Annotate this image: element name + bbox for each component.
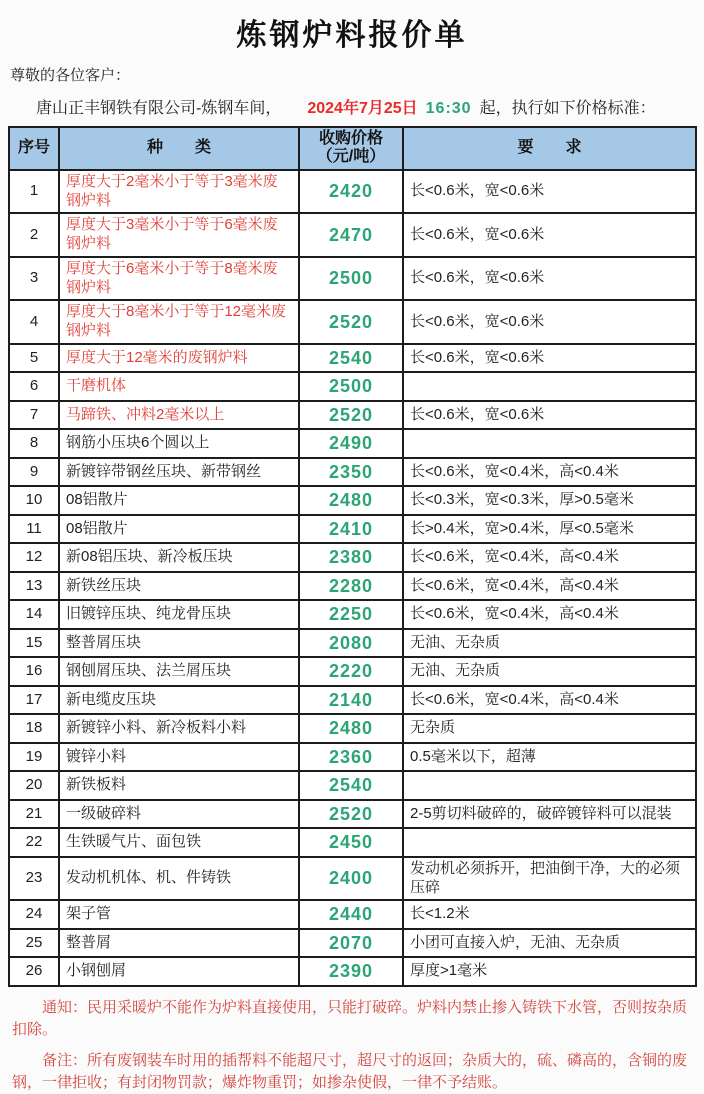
category-name: 新铁板料 [59, 771, 299, 800]
row-serial: 5 [9, 344, 59, 373]
category-name: 新镀锌小料、新冷板料小料 [59, 714, 299, 743]
requirement: 长<0.6米，宽<0.4米，高<0.4米 [403, 572, 696, 601]
intro-date: 2024年7月25日 [307, 100, 418, 117]
price-value: 2220 [299, 657, 403, 686]
table-row [9, 458, 696, 487]
intro-company: 唐山正丰钢铁有限公司-炼钢车间， [36, 100, 282, 117]
row-serial: 10 [9, 486, 59, 515]
category-name: 新08铝压块、新冷板压块 [59, 543, 299, 572]
table-row [9, 515, 696, 544]
row-serial: 17 [9, 686, 59, 715]
price-value: 2500 [299, 372, 403, 401]
intro-time: 16:30 [425, 100, 472, 117]
table-row [9, 300, 696, 344]
requirement: 长>0.4米，宽>0.4米，厚<0.5毫米 [403, 515, 696, 544]
table-row [9, 828, 696, 857]
requirement: 长<0.6米，宽<0.6米 [403, 170, 696, 214]
price-value: 2350 [299, 458, 403, 487]
price-table [8, 126, 697, 987]
price-value: 2490 [299, 429, 403, 458]
row-serial: 4 [9, 300, 59, 344]
row-serial: 13 [9, 572, 59, 601]
table-row [9, 401, 696, 430]
table-row [9, 800, 696, 829]
requirement: 无杂质 [403, 714, 696, 743]
price-value: 2070 [299, 929, 403, 958]
row-serial: 11 [9, 515, 59, 544]
row-serial: 15 [9, 629, 59, 658]
category-name: 镀锌小料 [59, 743, 299, 772]
price-value: 2360 [299, 743, 403, 772]
price-value: 2250 [299, 600, 403, 629]
table-row [9, 600, 696, 629]
table-row [9, 929, 696, 958]
table-row [9, 686, 696, 715]
row-serial: 16 [9, 657, 59, 686]
row-serial: 18 [9, 714, 59, 743]
price-value: 2450 [299, 828, 403, 857]
category-name: 新电缆皮压块 [59, 686, 299, 715]
notice-text: 通知：民用采暖炉不能作为炉料直接使用，只能打破碎。炉料内禁止掺入铸铁下水管，否则按杂质扣除。 [12, 998, 688, 1038]
row-serial: 1 [9, 170, 59, 214]
requirement [403, 372, 696, 401]
price-value: 2500 [299, 257, 403, 301]
requirement: 长<0.3米，宽<0.3米，厚>0.5毫米 [403, 486, 696, 515]
requirement [403, 429, 696, 458]
table-row [9, 857, 696, 901]
category-name: 旧镀锌压块、纯龙骨压块 [59, 600, 299, 629]
category-name: 厚度大于3毫米小于等于6毫米废钢炉料 [59, 213, 299, 257]
table-row [9, 957, 696, 986]
header-requirement: 要 求 [403, 127, 696, 170]
requirement: 无油、无杂质 [403, 629, 696, 658]
price-value: 2280 [299, 572, 403, 601]
category-name: 生铁暖气片、面包铁 [59, 828, 299, 857]
category-name: 新镀锌带钢丝压块、新带钢丝 [59, 458, 299, 487]
header-price-line2: （元/吨） [316, 148, 386, 166]
header-price-line1: 收购价格 [318, 130, 383, 147]
category-name: 干磨机体 [59, 372, 299, 401]
requirement: 发动机必须拆开，把油倒干净，大的必须压碎 [403, 857, 696, 901]
category-name: 小钢刨屑 [59, 957, 299, 986]
requirement: 长<0.6米，宽<0.6米 [403, 257, 696, 301]
requirement: 0.5毫米以下，超薄 [403, 743, 696, 772]
price-value: 2520 [299, 401, 403, 430]
row-serial: 26 [9, 957, 59, 986]
price-value: 2480 [299, 486, 403, 515]
price-value: 2520 [299, 300, 403, 344]
price-value: 2080 [299, 629, 403, 658]
category-name: 厚度大于6毫米小于等于8毫米废钢炉料 [59, 257, 299, 301]
table-row [9, 372, 696, 401]
price-table-body [9, 170, 696, 986]
row-serial: 8 [9, 429, 59, 458]
row-serial: 19 [9, 743, 59, 772]
row-serial: 6 [9, 372, 59, 401]
price-value: 2380 [299, 543, 403, 572]
category-name: 08铝散片 [59, 515, 299, 544]
requirement [403, 828, 696, 857]
header-serial: 序号 [9, 127, 59, 170]
price-value: 2390 [299, 957, 403, 986]
greeting-line: 尊敬的各位客户： [10, 67, 131, 84]
category-name: 架子管 [59, 900, 299, 929]
table-row [9, 170, 696, 214]
table-row [9, 344, 696, 373]
table-header-row [9, 127, 696, 170]
price-value: 2440 [299, 900, 403, 929]
category-name: 08铝散片 [59, 486, 299, 515]
requirement: 长<0.6米，宽<0.4米，高<0.4米 [403, 600, 696, 629]
category-name: 钢筋小压块6个圆以上 [59, 429, 299, 458]
requirement: 长<0.6米，宽<0.4米，高<0.4米 [403, 686, 696, 715]
category-name: 整普屑 [59, 929, 299, 958]
header-category: 种 类 [59, 127, 299, 170]
requirement [403, 771, 696, 800]
requirement: 小团可直接入炉，无油、无杂质 [403, 929, 696, 958]
row-serial: 22 [9, 828, 59, 857]
price-value: 2410 [299, 515, 403, 544]
requirement: 长<0.6米，宽<0.4米，高<0.4米 [403, 543, 696, 572]
category-name: 新铁丝压块 [59, 572, 299, 601]
remark-text: 备注：所有废钢装车时用的插帮料不能超尺寸，超尺寸的返回；杂质大的，硫、磷高的，含铜的废钢，一律拒收；有封闭物罚款；爆炸物重罚；如掺杂使假，一律不予结账。 [12, 1052, 688, 1092]
category-name: 厚度大于8毫米小于等于12毫米废钢炉料 [59, 300, 299, 344]
price-value: 2470 [299, 213, 403, 257]
requirement: 长<0.6米，宽<0.6米 [403, 401, 696, 430]
category-name: 厚度大于12毫米的废钢炉料 [59, 344, 299, 373]
header-price [299, 127, 403, 170]
requirement: 长<0.6米，宽<0.6米 [403, 300, 696, 344]
price-value: 2400 [299, 857, 403, 901]
requirement: 长<0.6米，宽<0.4米，高<0.4米 [403, 458, 696, 487]
row-serial: 20 [9, 771, 59, 800]
table-row [9, 900, 696, 929]
price-value: 2420 [299, 170, 403, 214]
table-row [9, 743, 696, 772]
requirement: 2-5剪切料破碎的，破碎镀锌料可以混装 [403, 800, 696, 829]
row-serial: 14 [9, 600, 59, 629]
category-name: 厚度大于2毫米小于等于3毫米废钢炉料 [59, 170, 299, 214]
table-row [9, 429, 696, 458]
category-name: 一级破碎料 [59, 800, 299, 829]
price-value: 2480 [299, 714, 403, 743]
row-serial: 12 [9, 543, 59, 572]
category-name: 马蹄铁、冲料2毫米以上 [59, 401, 299, 430]
category-name: 发动机机体、机、件铸铁 [59, 857, 299, 901]
requirement: 厚度>1毫米 [403, 957, 696, 986]
table-row [9, 714, 696, 743]
price-value: 2140 [299, 686, 403, 715]
table-row [9, 213, 696, 257]
requirement: 长<1.2米 [403, 900, 696, 929]
price-value: 2540 [299, 344, 403, 373]
row-serial: 24 [9, 900, 59, 929]
row-serial: 3 [9, 257, 59, 301]
intro-suffix: 起，执行如下价格标准： [479, 100, 656, 117]
row-serial: 23 [9, 857, 59, 901]
row-serial: 21 [9, 800, 59, 829]
category-name: 整普屑压块 [59, 629, 299, 658]
category-name: 钢刨屑压块、法兰屑压块 [59, 657, 299, 686]
price-value: 2540 [299, 771, 403, 800]
page-title: 炼钢炉料报价单 [236, 19, 468, 52]
table-row [9, 629, 696, 658]
table-row [9, 771, 696, 800]
row-serial: 2 [9, 213, 59, 257]
requirement: 长<0.6米，宽<0.6米 [403, 213, 696, 257]
price-value: 2520 [299, 800, 403, 829]
row-serial: 7 [9, 401, 59, 430]
intro-line [36, 95, 696, 118]
table-row [9, 257, 696, 301]
requirement: 长<0.6米，宽<0.6米 [403, 344, 696, 373]
row-serial: 9 [9, 458, 59, 487]
row-serial: 25 [9, 929, 59, 958]
table-row [9, 572, 696, 601]
table-row [9, 543, 696, 572]
table-row [9, 486, 696, 515]
table-row [9, 657, 696, 686]
requirement: 无油、无杂质 [403, 657, 696, 686]
